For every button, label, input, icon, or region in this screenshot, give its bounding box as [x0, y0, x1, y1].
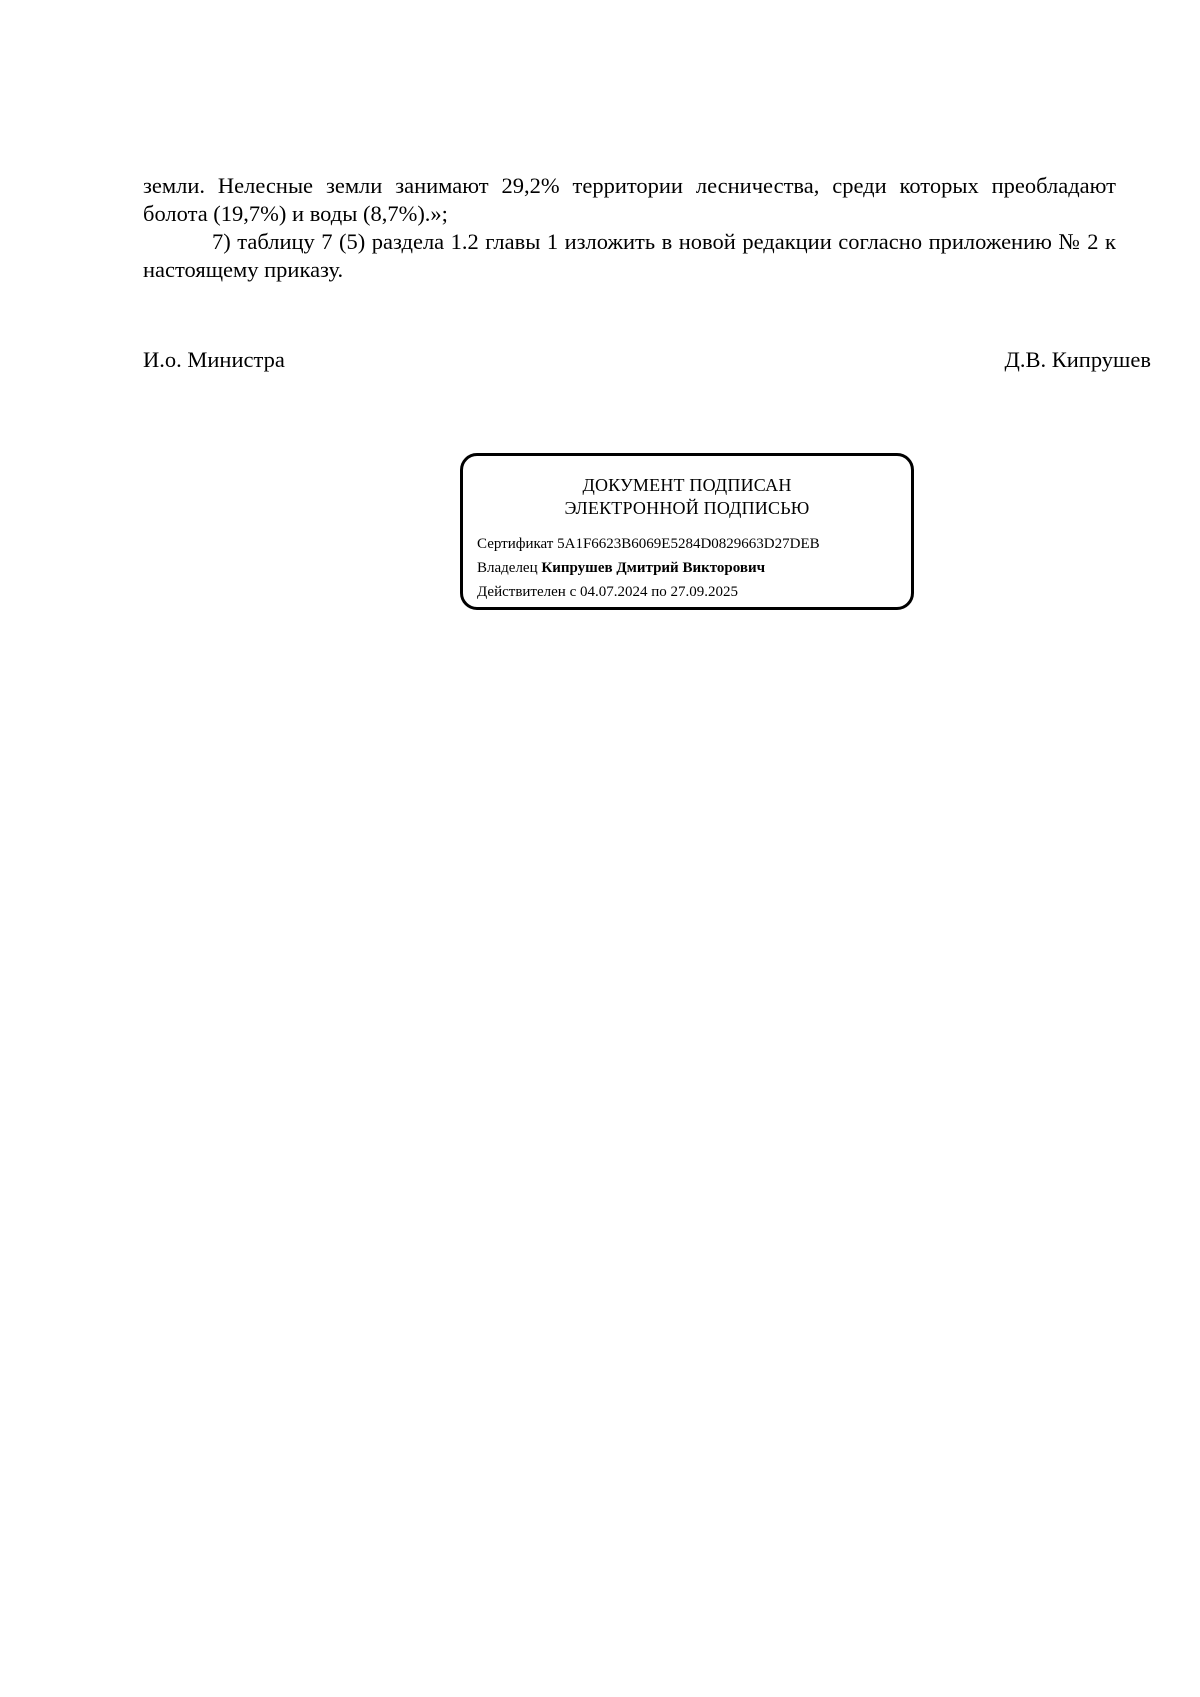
stamp-certificate-line	[477, 532, 820, 556]
certificate-label: Сертификат	[477, 536, 554, 552]
stamp-title	[463, 474, 911, 520]
document-body	[143, 172, 1116, 284]
paragraph-table-amendment: 7) таблицу 7 (5) раздела 1.2 главы 1 изложить в новой редакции согласно приложению № 2 к настоящему приказу.	[143, 229, 1116, 282]
signatory-position: И.о. Министра	[143, 347, 285, 372]
electronic-signature-stamp	[460, 453, 914, 610]
valid-from-date: 04.07.2024	[579, 584, 648, 600]
valid-to-date: 27.09.2025	[670, 584, 739, 600]
valid-to-prefix: по	[651, 584, 667, 600]
certificate-value: 5A1F6623B6069E5284D0829663D27DEB	[557, 536, 820, 552]
stamp-owner-line	[477, 556, 820, 580]
signatory-name: Д.В. Кипрушев	[1004, 347, 1151, 372]
stamp-validity-line	[477, 580, 820, 604]
valid-label: Действителен	[477, 584, 566, 600]
owner-value: Кипрушев Дмитрий Викторович	[541, 560, 766, 576]
valid-from-prefix: с	[569, 584, 577, 600]
stamp-title-line-1: ДОКУМЕНТ ПОДПИСАН	[582, 475, 792, 495]
paragraph-forest-lands: земли. Нелесные земли занимают 29,2% территории лесничества, среди которых преобладают болота (19,7%) и воды (8,7%).»;	[143, 173, 1116, 226]
signature-block	[143, 346, 1151, 374]
owner-label: Владелец	[477, 560, 538, 576]
stamp-title-line-2: ЭЛЕКТРОННОЙ ПОДПИСЬЮ	[564, 498, 810, 518]
stamp-details	[477, 532, 820, 604]
